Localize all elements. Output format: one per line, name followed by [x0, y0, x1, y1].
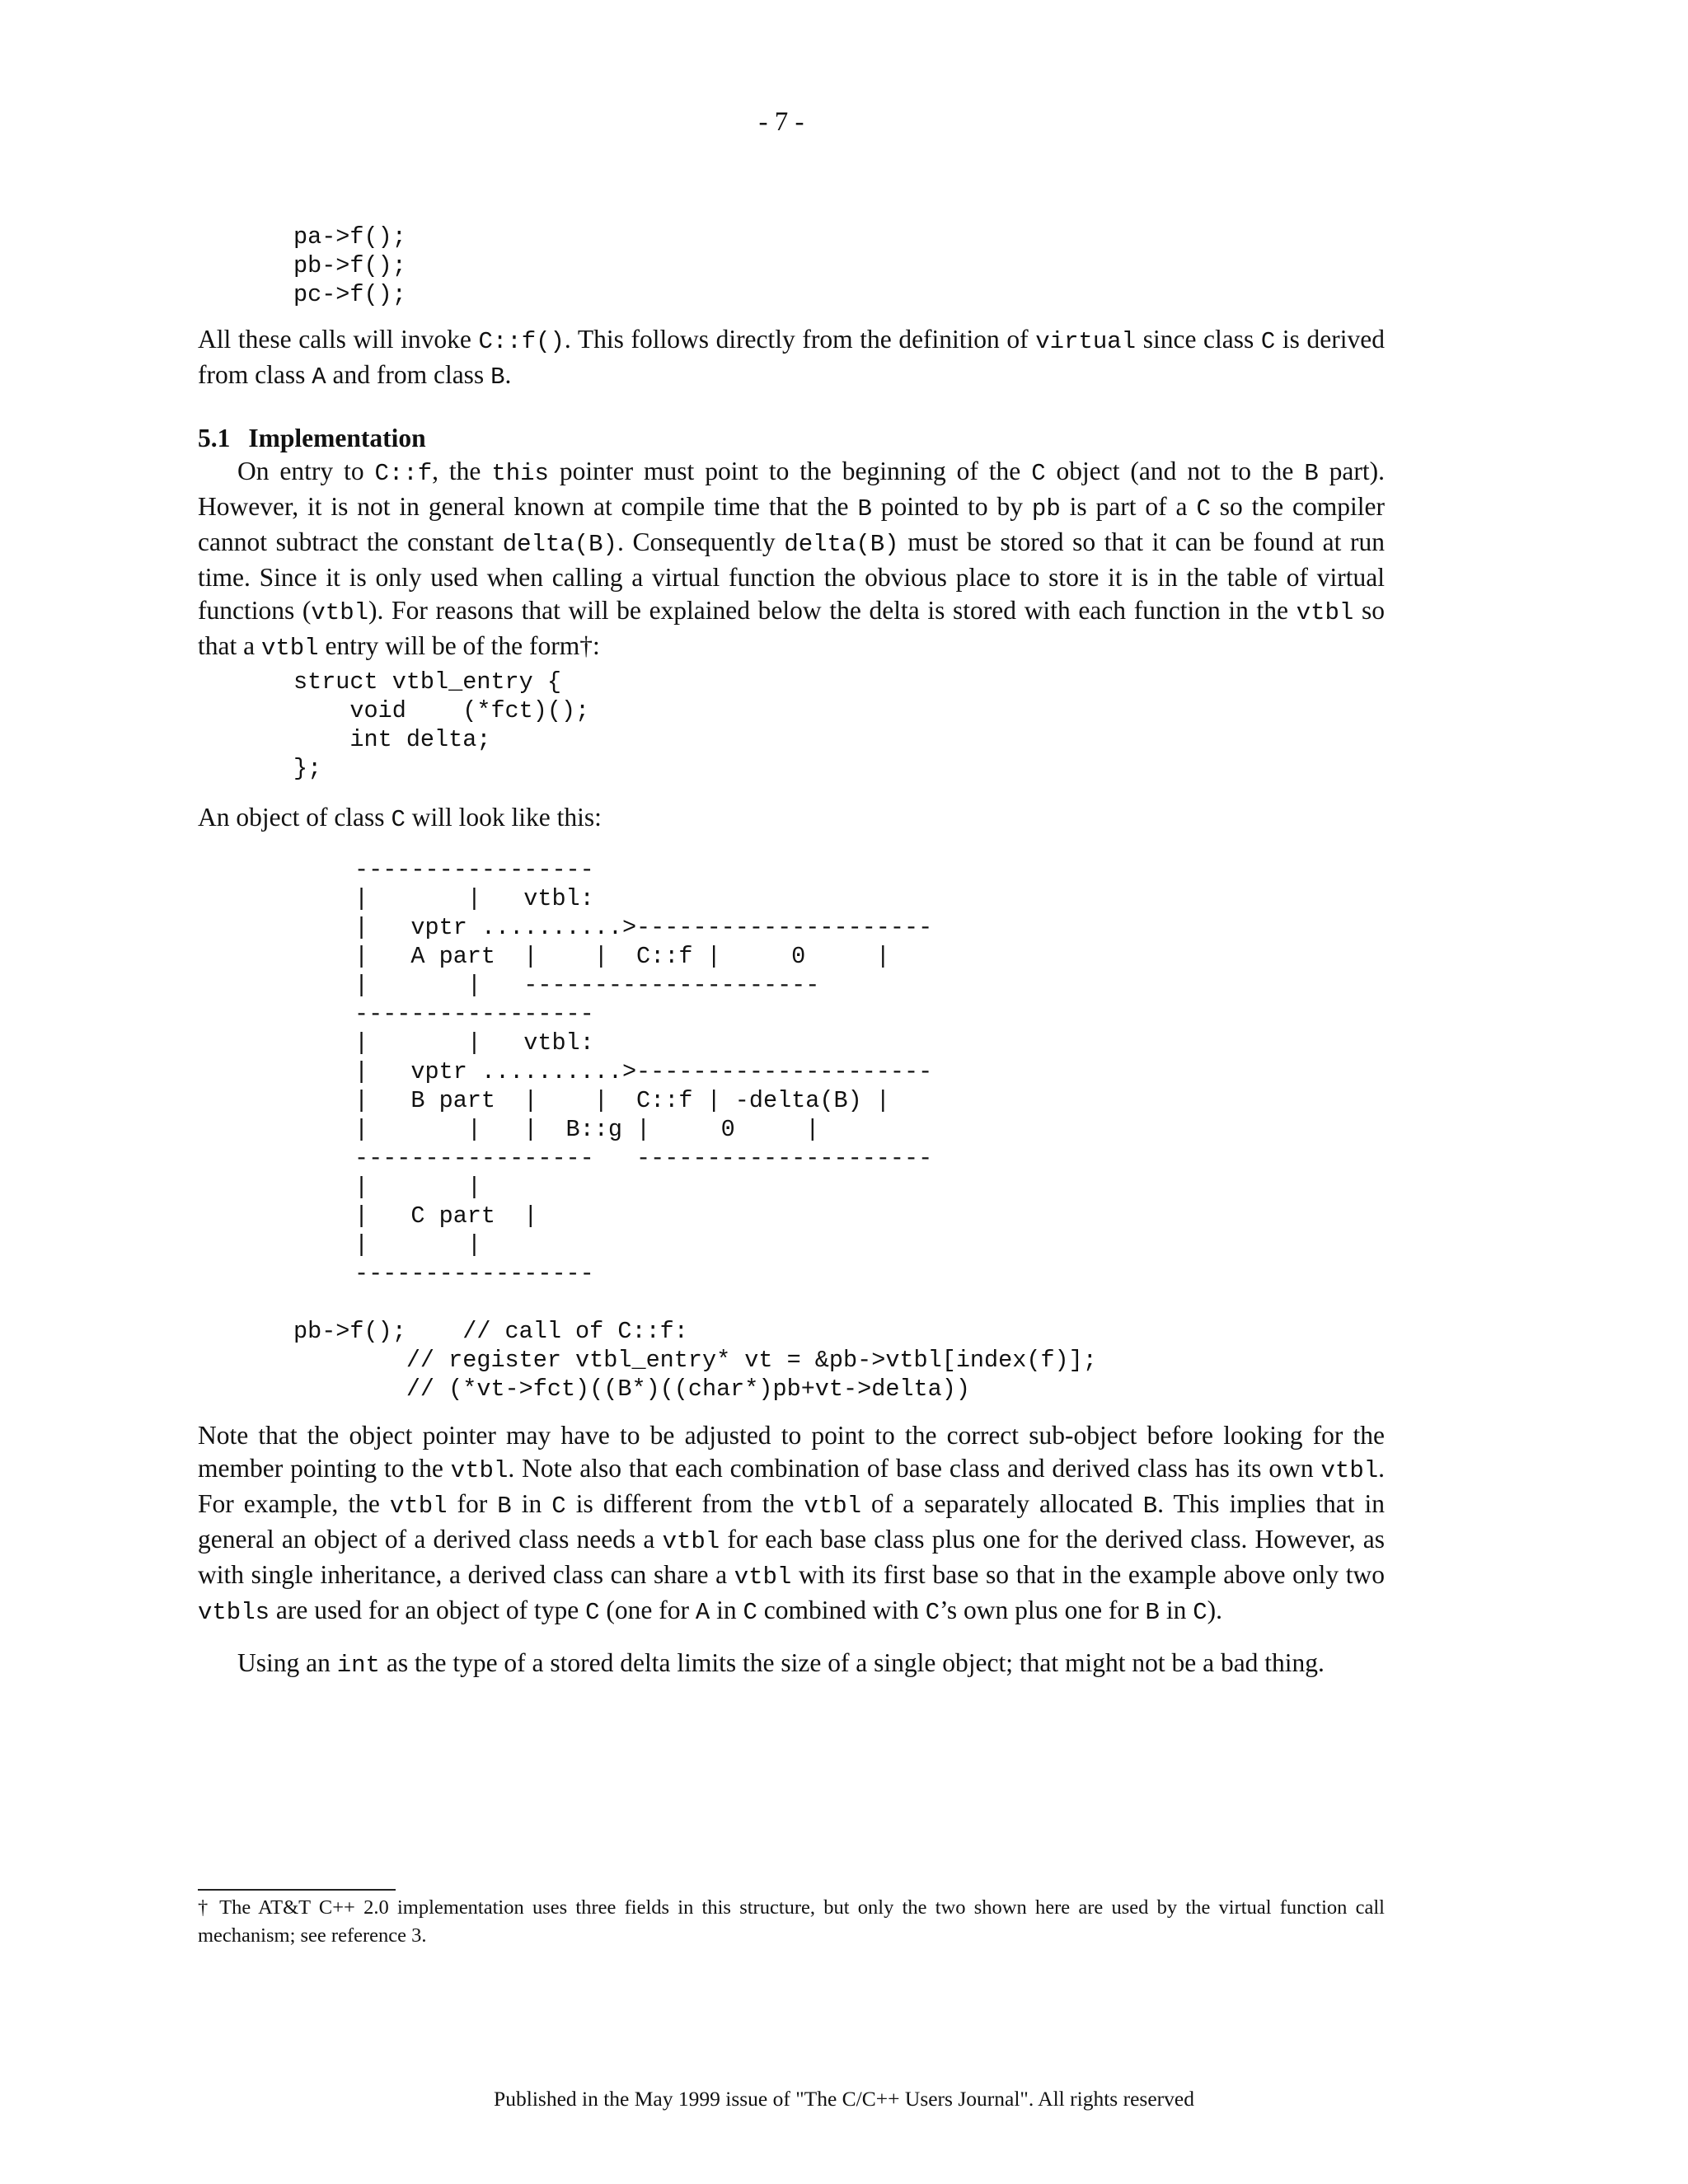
section-heading — [198, 422, 426, 455]
paragraph-object-layout: An object of class C will look like this: — [198, 803, 602, 833]
section-title: Implementation — [248, 424, 426, 452]
page-number: - 7 - — [758, 107, 804, 137]
paragraph-implementation: On entry to C::f, the this pointer must point to the beginning of the C object (and not to the B part). However, it is not in general known at compile time that the B pointed to by pb is part of a C so the compiler cannot subtract the constant delta(B). Consequently delta(B) must be stored so that it can be found at run time. Since it is only used when calling a virtual function the obvious place to store it is in the table of virtual functions (vtbl). For reasons that will be explained below the delta is stored with each function in the vtbl so that a vtbl entry will be of the form†: — [198, 457, 1385, 662]
publication-notice: Published in the May 1999 issue of "The C/C++ Users Journal". All rights reserved — [494, 2087, 1194, 2111]
footnote: † The AT&T C++ 2.0 implementation uses three fields in this structure, but only the two shown here are used by the virtual function call mechanism; see reference 3. — [198, 1896, 1385, 1947]
footnote-rule — [198, 1889, 396, 1891]
object-layout-diagram: ----------------- | | vtbl: | vptr ..........>--------------------- | A part | | C::f | 0 | | | --------------------- ----------------- | | vtbl: | vptr ..........>--------------------- | B part | | C::f | -delta(B) | | | | B::g | 0 | ----------------- --------------------- | | | C part | | | ----------------- — [354, 856, 933, 1287]
code-struct: struct vtbl_entry { void (*fct)(); int delta; }; — [293, 668, 590, 782]
code-call: pb->f(); // call of C::f: // register vtbl_entry* vt = &pb->vtbl[index(f)]; // (*vt->fct)((B*)((char*)pb+vt->delta)) — [293, 1318, 1097, 1403]
paragraph-note: Note that the object pointer may have to be adjusted to point to the correct sub-object before looking for the member pointing to the vtbl. Note also that each combination of base class and derived class has its own vtbl. For example, the vtbl for B in C is different from the vtbl of a separately allocated B. This implies that in general an object of a derived class needs a vtbl for each base class plus one for the derived class. However, as with single inheritance, a derived class can share a vtbl with its first base so that in the example above only two vtbls are used for an object of type C (one for A in C combined with C’s own plus one for B in C). — [198, 1421, 1386, 1626]
section-number: 5.1 — [198, 424, 231, 452]
code-calls: pa->f(); pb->f(); pc->f(); — [293, 223, 406, 308]
paragraph-int-delta: Using an int as the type of a stored delta limits the size of a single object; that might not be a bad thing. — [237, 1648, 1325, 1679]
paragraph-calls: All these calls will invoke C::f(). This follows directly from the definition of virtual since class C is derived from class A and from class B. — [198, 325, 1385, 391]
